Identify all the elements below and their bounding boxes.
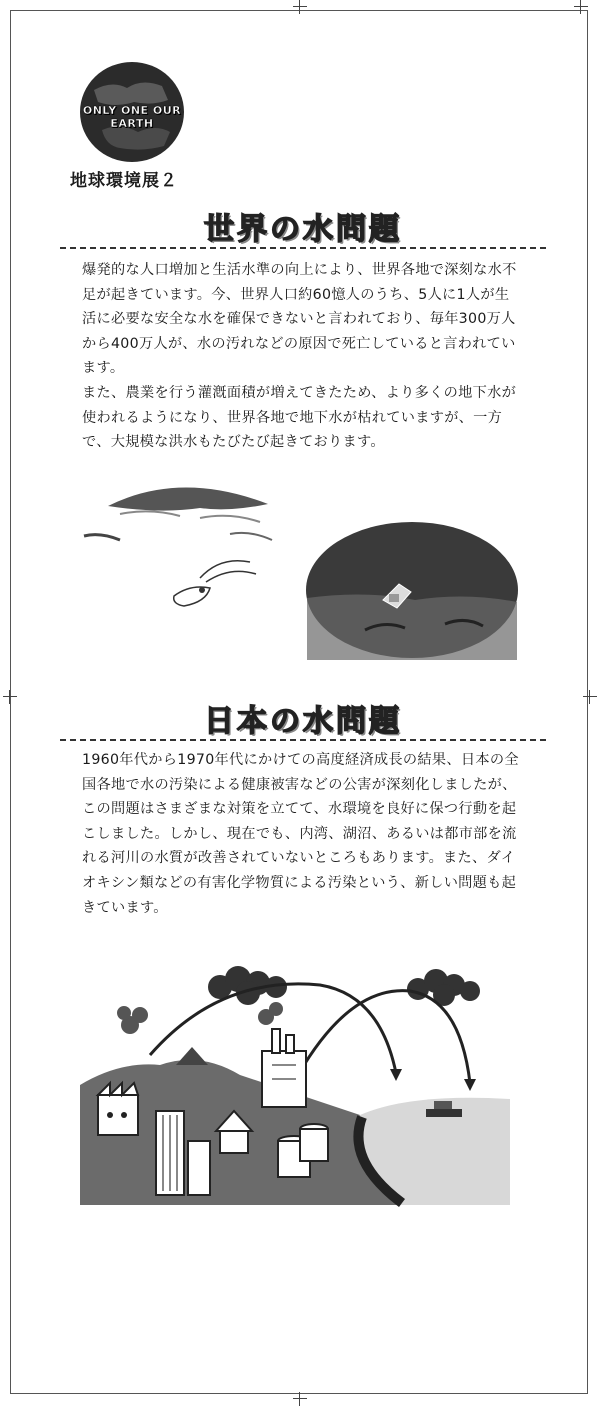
plant-icon	[262, 1029, 306, 1107]
section-divider	[60, 247, 546, 249]
logo-text: ONLY ONE OUR EARTH	[82, 104, 182, 130]
registration-mark-bottom	[293, 1392, 307, 1406]
registration-mark-right	[583, 690, 597, 704]
pollution-cycle-illustration	[80, 965, 510, 1210]
section-divider	[60, 739, 546, 741]
smoke-icon	[117, 1002, 283, 1034]
drowning-figure-icon	[174, 561, 256, 606]
drought-illustration	[305, 520, 519, 660]
section1-body	[82, 258, 522, 455]
section1-paragraph-1: 爆発的な人口増加と生活水準の向上により、世界各地で深刻な水不足が起きています。今、世界人口約60憶人のうち、5人に1人が生活に必要な安全な水を確保できないと言われており、毎年300万人から400万人が、水の汚れなどの原因で死亡していると言われています。	[82, 262, 517, 377]
registration-mark-top	[293, 0, 307, 14]
earth-logo	[72, 60, 192, 170]
flood-illustration	[80, 478, 280, 618]
corner-mark-top-right	[574, 0, 588, 14]
section-title-world-water: 世界の水問題	[204, 212, 402, 247]
section2-body	[82, 748, 522, 920]
section-title-japan-water: 日本の水問題	[204, 704, 402, 739]
section2-paragraph-1: 1960年代から1970年代にかけての高度経済成長の結果、日本の全国各地で水の汚染による健康被害などの公害が深刻化しましたが、この問題はさまざまな対策を立てて、水環境を良好に保つ行動を起こしました。しかし、現在でも、内湾、湖沼、あるいは都市部を流れる河川の水質が改善されていないところもあります。また、ダイオキシン類などの有害化学物質による汚染という、新しい問題も起きています。	[82, 752, 519, 916]
cloud-icon	[407, 969, 480, 1006]
section1-paragraph-2: また、農業を行う灌漑面積が増えてきたため、より多くの地下水が使われるようになり、世界各地で地下水が枯れていますが、一方で、大規模な洪水もたびたび起きております。	[82, 384, 517, 451]
factory-icon	[98, 1083, 138, 1135]
registration-mark-left	[3, 690, 17, 704]
exhibit-title: 地球環境展２	[70, 171, 178, 191]
